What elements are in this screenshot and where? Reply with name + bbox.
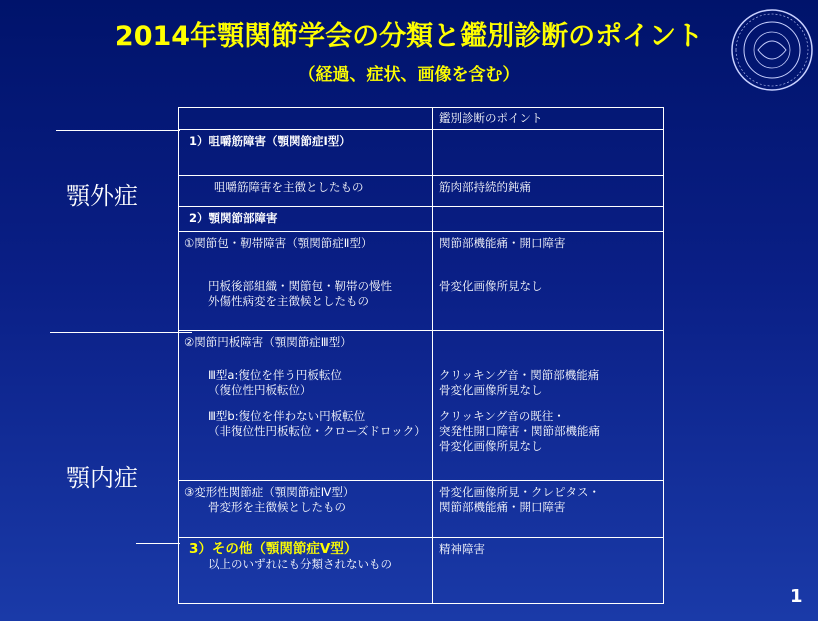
capsule-points-cell [433, 232, 664, 331]
group-label-intra: 顎内症 [66, 464, 138, 492]
capsule-desc-point: 骨変化画像所見なし [439, 279, 543, 293]
masticatory-desc: 咀嚼筋障害を主徴としたもの [214, 180, 364, 194]
header-cell-empty [179, 108, 433, 130]
other-title: 3）その他（顎関節症Ⅴ型） [189, 541, 358, 557]
masticatory-point: 筋肉部持続的鈍痛 [433, 176, 664, 207]
osteo-desc: 骨変形を主徴候としたもの [208, 500, 346, 514]
slide-title: 2014年顎関節学会の分類と鑑別診断のポイント [114, 21, 704, 52]
disc-title: ②関節円板障害（顎関節症Ⅲ型） [184, 335, 352, 349]
society-seal-logo [728, 6, 816, 94]
group-label-extra: 顎外症 [66, 182, 138, 210]
disc-type-b-1: Ⅲ型b:復位を伴わない円板転位 [208, 409, 366, 423]
group-divider-bottom [136, 543, 180, 544]
disc-b-point-1: クリッキング音の既往・ [439, 409, 565, 423]
other-cell [179, 538, 433, 604]
empty-cell [433, 207, 664, 232]
table-row [179, 176, 664, 207]
group-divider-top [56, 130, 180, 131]
capsule-point: 関節部機能痛・開口障害 [439, 236, 566, 250]
osteo-cell [179, 481, 433, 538]
disc-b-point-3: 骨変化画像所見なし [439, 439, 543, 453]
table-row [179, 207, 664, 232]
disc-type-a-1: Ⅲ型a:復位を伴う円板転位 [208, 368, 342, 382]
table-row [179, 481, 664, 538]
section-title-masticatory: 1）咀嚼筋障害（顎関節症Ⅰ型） [179, 130, 433, 176]
table-row [179, 108, 664, 130]
capsule-desc-2: 外傷性病変を主徴候としたもの [208, 294, 369, 308]
section-title-joint: 2）顎関節部障害 [179, 207, 433, 232]
table-row [179, 130, 664, 176]
capsule-cell [179, 232, 433, 331]
empty-cell [433, 130, 664, 176]
disc-b-point-2: 突発性開口障害・関節部機能痛 [439, 424, 600, 438]
page-number: 1 [790, 586, 803, 607]
other-desc: 以上のいずれにも分類されないもの [208, 557, 392, 571]
osteo-point-2: 関節部機能痛・開口障害 [439, 500, 566, 514]
table-row [179, 331, 664, 481]
slide-subtitle: （経過、症状、画像を含む） [298, 65, 520, 85]
table-row [179, 538, 664, 604]
table-row [179, 232, 664, 331]
disc-a-point-2: 骨変化画像所見なし [439, 383, 543, 397]
other-point: 精神障害 [433, 538, 664, 604]
disc-points-cell [433, 331, 664, 481]
osteo-title: ③変形性関節症（顎関節症Ⅳ型） [184, 485, 355, 499]
disc-type-b-2: （非復位性円板転位・クローズドロック） [208, 424, 426, 438]
masticatory-desc-cell [179, 176, 433, 207]
osteo-point-1: 骨変化画像所見・クレピタス・ [439, 485, 600, 499]
header-cell-points: 鑑別診断のポイント [433, 108, 664, 130]
disc-type-a-2: （復位性円板転位） [208, 383, 312, 397]
osteo-points-cell [433, 481, 664, 538]
capsule-title: ①関節包・靭帯障害（顎関節症Ⅱ型） [184, 236, 373, 250]
disc-cell [179, 331, 433, 481]
capsule-desc-1: 円板後部組織・関節包・靭帯の慢性 [208, 279, 392, 293]
group-divider-middle [50, 332, 192, 333]
classification-table [178, 107, 664, 604]
disc-a-point-1: クリッキング音・関節部機能痛 [439, 368, 600, 382]
